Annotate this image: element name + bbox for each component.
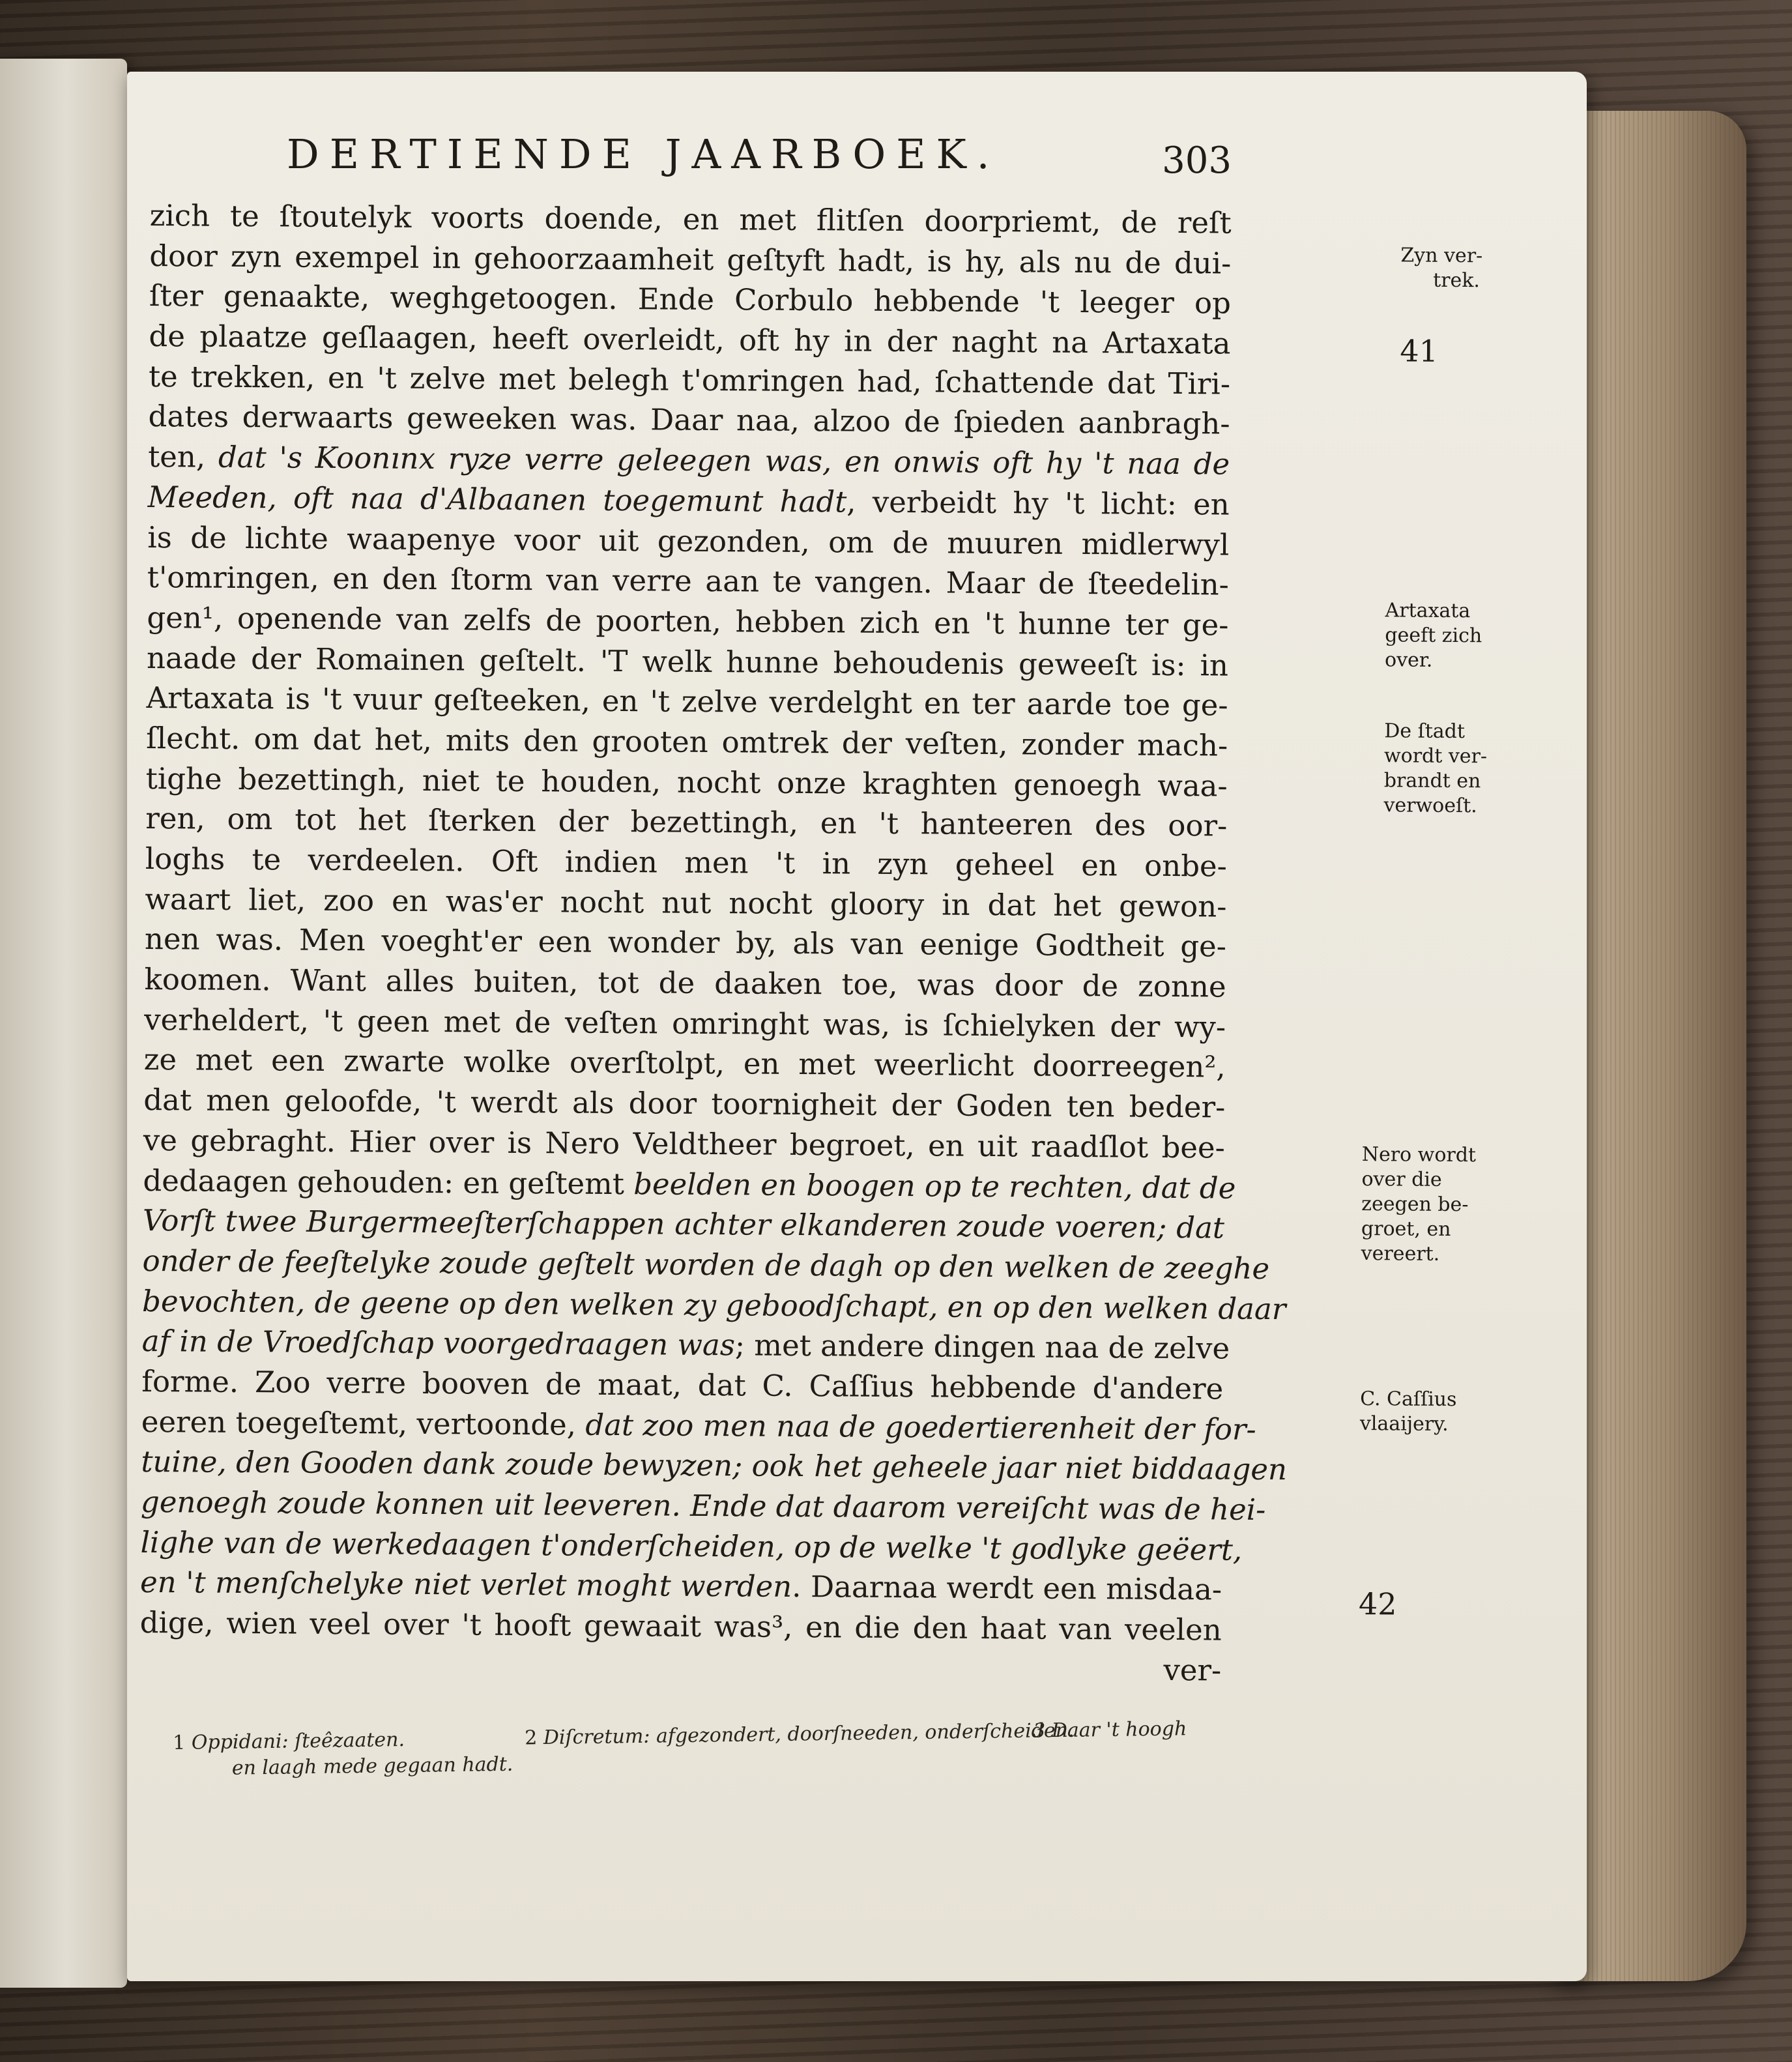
text-segment: gen¹, openende van zelfs de poorten, hebben zich en 't hunne ter ge- — [147, 600, 1229, 643]
text-segment: waart liet, zoo en was'er nocht nut nocht gloory in dat het gewon- — [145, 881, 1227, 924]
text-line — [147, 598, 1228, 645]
italic-segment: lighe van de werkedaagen t'onderſcheiden, op de welke 't godlyke geëert, — [140, 1524, 1243, 1567]
text-line — [143, 1120, 1225, 1168]
text-line — [145, 919, 1226, 966]
text-segment: Artaxata is 't vuur geſteeken, en 't zelve verdelght en ter aarde toe ge- — [146, 680, 1228, 723]
section-number: 41 — [1400, 333, 1439, 369]
footnote-3-continued: en laagh mede gegaan hadt. — [231, 1752, 513, 1780]
text-segment: naade der Romainen geſtelt. 'T welk hunne behoudenis geweeſt is: in — [146, 640, 1229, 683]
text-line — [148, 396, 1230, 444]
text-line — [144, 959, 1226, 1007]
text-segment: ſlecht. om dat het, mits den grooten omtrek der veſten, zonder mach- — [146, 720, 1228, 763]
italic-segment: af in de Vroedſchap voorgedraagen was — [141, 1324, 736, 1363]
italic-segment: onder de feeſtelyke zoude geſtelt worden de dagh op den welken de zeeghe — [142, 1243, 1270, 1286]
body-text — [139, 196, 1488, 1691]
italic-segment: dat 's Koonınx ryze verre geleegen was, en onwis oft hy 't naa de — [218, 439, 1230, 482]
footnote-2: 2 Diſcretum: afgezondert, doorſneeden, onderſcheiden. — [524, 1719, 1075, 1750]
page-number: 303 — [1162, 139, 1232, 182]
text-line — [140, 1522, 1243, 1570]
text-line — [141, 1321, 1230, 1369]
text-segment: t'omringen, en den ſtorm van verre aan te vangen. Maar de ſteedelin- — [147, 560, 1230, 602]
text-segment: door zyn exempel in gehoorzaamheit geſtyft hadt, is hy, als nu de dui- — [149, 238, 1232, 281]
text-line — [146, 678, 1228, 725]
text-line — [143, 1200, 1224, 1248]
text-segment: eeren toegeſtemt, vertoonde, — [141, 1404, 586, 1442]
text-segment: dat men geloofde, 't werdt als door toornigheit der Goden ten beder- — [143, 1082, 1226, 1125]
section-number: 42 — [1358, 1586, 1397, 1622]
text-line — [141, 1361, 1223, 1409]
text-segment: ; met andere dingen naa de zelve — [734, 1328, 1230, 1366]
text-line — [148, 477, 1230, 525]
margin-note: De ſtadt wordt ver- brandt en verwoeſt. — [1383, 719, 1488, 818]
italic-segment: Vorſt twee Burgermeeſterſchappen achter elkanderen zoude voeren; dat — [142, 1203, 1225, 1245]
facing-page-edge — [0, 59, 127, 1988]
text-segment: forme. Zoo verre booven de maat, dat C. Caſſius hebbende d'andere — [141, 1363, 1224, 1406]
italic-segment: dat zoo men naa de goedertierenheit der for- — [585, 1407, 1256, 1447]
text-line — [145, 839, 1227, 886]
footnote-1: 1 Oppidani: ſteêzaaten. — [173, 1728, 405, 1754]
text-line — [149, 316, 1230, 364]
text-line — [141, 1442, 1288, 1489]
text-line — [141, 1281, 1286, 1329]
margin-note: C. Caſſius vlaaijery. — [1359, 1387, 1457, 1436]
text-segment: dedaagen gehouden: en geſtemt — [143, 1163, 634, 1201]
text-segment: zich te ſtoutelyk voorts doende, en met flitſen doorpriemt, de reſt — [149, 197, 1232, 240]
text-segment: loghs te verdeelen. Oft indien men 't in zyn geheel en onbe- — [145, 841, 1228, 884]
text-line — [147, 517, 1229, 564]
text-line — [140, 1482, 1266, 1530]
text-segment: verheldert, 't geen met de veſten omringht was, is ſchielyken der wy- — [143, 1002, 1226, 1045]
text-line — [144, 1039, 1226, 1087]
text-line — [143, 1160, 1236, 1208]
text-segment: nen was. Men voeght'er een wonder by, als van eenige Godtheit ge- — [144, 922, 1227, 964]
text-segment: te trekken, en 't zelve met belegh t'omringen had, ſchattende dat Tiri- — [148, 358, 1231, 401]
italic-segment: beelden en boogen op te rechten, dat de — [633, 1166, 1236, 1206]
text-line — [149, 276, 1231, 323]
italic-segment: Meeden, oft naa d'Albaanen toegemunt hadt — [147, 479, 847, 519]
text-line — [139, 1603, 1221, 1650]
text-segment: de plaatze geſlaagen, heeft overleidt, oft hy in der naght na Artaxata — [149, 319, 1231, 361]
text-line — [146, 718, 1228, 766]
text-segment: koomen. Want alles buiten, tot de daaken toe, was door de zonne — [144, 962, 1226, 1004]
italic-segment: tuine, den Gooden dank zoude bewyzen; ook het geheele jaar niet biddaagen — [141, 1444, 1288, 1487]
running-title: DERTIENDE JAARBOEK. — [287, 130, 1000, 178]
italic-segment: en 't menſchelyke niet verlet moght werden — [139, 1565, 792, 1605]
footnote-3: 3 Daar 't hoogh — [1032, 1717, 1187, 1743]
margin-note: Nero wordt over die zeegen be- groet, en vereert. — [1361, 1143, 1477, 1266]
text-segment: dates derwaarts geweeken was. Daar naa, alzoo de ſpieden aanbragh- — [148, 399, 1230, 442]
text-line — [142, 1241, 1270, 1288]
text-segment: ren, om tot het ſterken der bezettingh, en 't hanteeren des oor- — [145, 801, 1228, 843]
text-line — [146, 759, 1228, 806]
italic-segment: bevochten, de geene op den welken zy geboodſchapt, en op den welken daar — [141, 1283, 1286, 1326]
text-line — [141, 1402, 1256, 1449]
text-segment: tighe bezettingh, niet te houden, nocht onze kraghten genoegh waa- — [145, 761, 1228, 804]
text-segment: ſter genaakte, weghgetoogen. Ende Corbulo hebbende 't leeger op — [149, 278, 1232, 321]
text-line — [140, 1562, 1222, 1610]
text-line — [148, 437, 1230, 484]
text-line — [144, 1000, 1226, 1047]
italic-segment: genoegh zoude konnen uit leeveren. Ende dat daarom vereiſcht was de hei- — [140, 1484, 1266, 1528]
text-segment: ver- — [1163, 1652, 1222, 1688]
text-segment: ten, — [148, 439, 219, 474]
text-segment: is de lichte waapenye voor uit gezonden, om de muuren midlerwyl — [147, 519, 1230, 562]
text-segment: ze met een zwarte wolke overſtolpt, en met weerlicht doorreegen², — [143, 1042, 1226, 1084]
text-line — [139, 1643, 1221, 1691]
margin-note: Artaxata geeft zich over. — [1384, 599, 1482, 672]
text-segment: ve gebraght. Hier over is Nero Veldtheer begroet, en uit raadſlot bee- — [143, 1122, 1226, 1165]
text-segment: , verbeidt hy 't licht: en — [846, 484, 1230, 522]
text-line — [147, 557, 1229, 605]
text-line — [143, 1080, 1225, 1127]
page-header — [287, 130, 1232, 189]
text-segment: dige, wien veel over 't hooft gewaait was³, en die den haat van veelen — [139, 1605, 1222, 1648]
text-line — [149, 356, 1230, 404]
text-line — [149, 236, 1231, 283]
text-line — [145, 798, 1227, 846]
text-line — [145, 879, 1226, 927]
text-line — [147, 638, 1228, 686]
text-line — [150, 196, 1232, 243]
text-segment: . Daarnaa werdt een misdaa- — [792, 1569, 1222, 1607]
margin-note: Zyn ver- trek. — [1400, 244, 1483, 293]
